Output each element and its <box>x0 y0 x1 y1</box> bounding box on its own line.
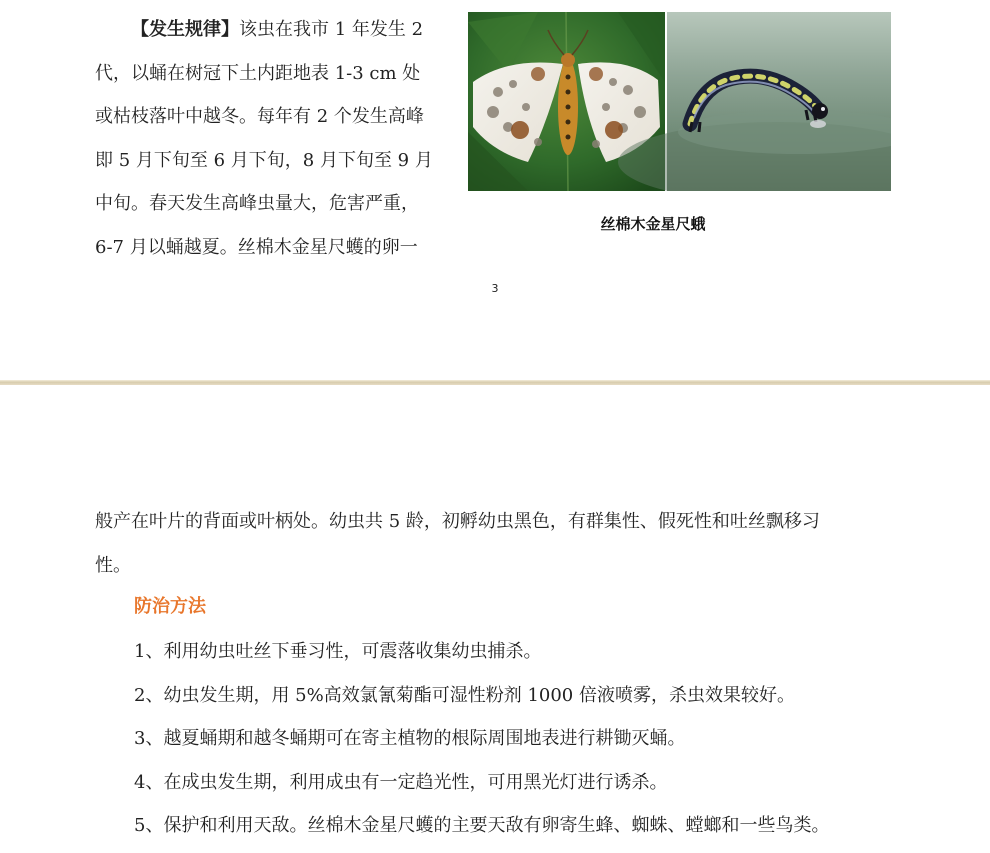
method-item: 4、在成虫发生期，利用成虫有一定趋光性，可用黑光灯进行诱杀。 <box>134 771 668 793</box>
method-item: 3、越夏蛹期和越冬蛹期可在寄主植物的根际周围地表进行耕锄灭蛹。 <box>134 728 686 749</box>
moth-figure <box>468 12 891 191</box>
continuation-paragraph <box>95 500 905 587</box>
method-item: 5、保护和利用天敌。丝棉木金星尺蠖的主要天敌有卵寄生蜂、蜘蛛、螳螂和一些鸟类。 <box>134 815 830 836</box>
paragraph-line: 般产在叶片的背面或叶柄处。幼虫共 5 龄，初孵幼虫黑色，有群集性、假死性和吐丝飘移习 <box>95 511 820 532</box>
control-methods-heading: 防治方法 <box>134 596 206 617</box>
method-item: 1、利用幼虫吐丝下垂习性，可震落收集幼虫捕杀。 <box>134 641 542 662</box>
paragraph-line: 即 5 月下旬至 6 月下旬，8 月下旬至 9 月 <box>95 149 433 171</box>
page-number: 3 <box>491 282 499 295</box>
control-methods-list <box>134 630 934 848</box>
method-item: 2、幼虫发生期，用 5%高效氯氰菊酯可湿性粉剂 1000 倍液喷雾，杀虫效果较好。 <box>134 684 795 706</box>
document-page-top <box>0 0 990 380</box>
paragraph-first-line-text: 该虫在我市 1 年发生 2 <box>239 19 424 40</box>
paragraph-line: 代，以蛹在树冠下土内距地表 1-3 cm 处 <box>95 62 421 84</box>
occurrence-heading-label: 【发生规律】 <box>131 19 239 40</box>
paragraph-first-line <box>95 8 460 52</box>
paragraph-line: 或枯枝落叶中越冬。每年有 2 个发生高峰 <box>95 106 424 127</box>
occurrence-paragraph <box>95 8 460 269</box>
paragraph-line: 性。 <box>95 554 131 576</box>
paragraph-line: 中旬。春天发生高峰虫量大，危害严重， <box>95 193 419 214</box>
paragraph-line: 6-7 月以蛹越夏。丝棉木金星尺蠖的卵一 <box>95 236 418 258</box>
figure-caption: 丝棉木金星尺蛾 <box>600 215 706 233</box>
